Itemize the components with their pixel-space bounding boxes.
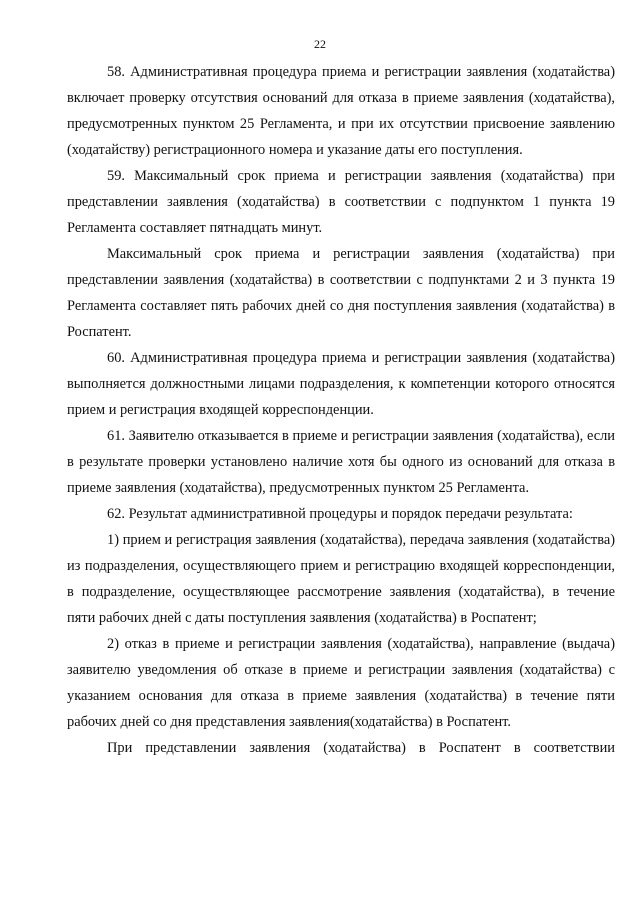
paragraph-62-item-1: 1) прием и регистрация заявления (ходатайства), передача заявления (ходатайства) из подразделения, осуществляющего прием и регистрацию входящей корреспонденции, в подразделение, осуществляющее рассмотрение заявления (ходатайства), в течение пяти рабочих дней с даты поступления заявления (ходатайства) в Роспатент; — [67, 532, 615, 626]
page-number: 22 — [314, 37, 326, 51]
paragraph-62-item-2: 2) отказ в приеме и регистрации заявления (ходатайства), направление (выдача) заявителю уведомления об отказе в приеме и регистрации заявления (ходатайства) с указанием основания для отказа в приеме заявления (ходатайства) в течение пяти рабочих дней со дня представления заявления(ходатайства) в Роспатент. — [67, 636, 615, 730]
paragraph-continued-next-page: При представлении заявления (ходатайства) в Роспатент в соответствии — [107, 740, 615, 756]
paragraph-59-continued: Максимальный срок приема и регистрации заявления (ходатайства) при представлении заявления (ходатайства) в соответствии с подпунктами 2 и 3 пункта 19 Регламента составляет пять рабочих дней со дня поступления заявления (ходатайства) в Роспатент. — [67, 246, 615, 340]
paragraph-60: 60. Административная процедура приема и регистрации заявления (ходатайства) выполняется должностными лицами подразделения, к компетенции которого относятся прием и регистрация входящей корреспонденции. — [67, 350, 615, 418]
paragraph-58: 58. Административная процедура приема и регистрации заявления (ходатайства) включает проверку отсутствия оснований для отказа в приеме заявления (ходатайства), предусмотренных пунктом 25 Регламента, и при их отсутствии присвоение заявлению (ходатайству) регистрационного номера и указание даты его поступления. — [67, 64, 615, 158]
paragraph-61: 61. Заявителю отказывается в приеме и регистрации заявления (ходатайства), если в результате проверки установлено наличие хотя бы одного из оснований для отказа в приеме заявления (ходатайства), предусмотренных пунктом 25 Регламента. — [67, 428, 615, 496]
paragraph-62: 62. Результат административной процедуры и порядок передачи результата: — [107, 506, 573, 522]
document-body — [67, 59, 615, 761]
paragraph-59: 59. Максимальный срок приема и регистрации заявления (ходатайства) при представлении заявления (ходатайства) в соответствии с подпунктом 1 пункта 19 Регламента составляет пятнадцать минут. — [67, 168, 615, 236]
